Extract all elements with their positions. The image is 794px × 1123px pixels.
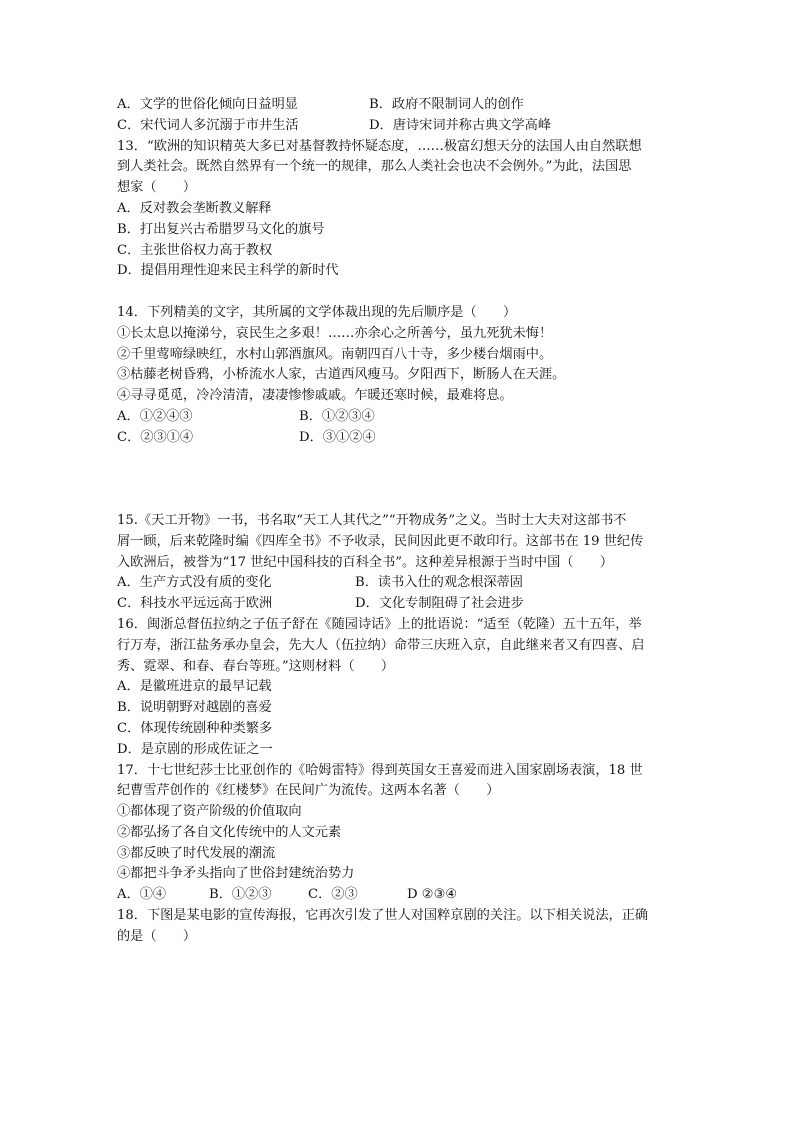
q15-option-b: B．读书入仕的观念根深蒂固 (355, 575, 523, 591)
q14-options-row-2 (117, 428, 677, 449)
q13-option-c: C．主张世俗权力高于教权 (117, 242, 273, 258)
q17-stem-line-2: 纪曹雪芹创作的《红楼梦》在民间广为流传。这两本名著（ ） (117, 783, 500, 799)
q14-option-c: C．②③①④ (117, 429, 194, 445)
q16-stem-line-2: 行万寿，浙江盐务承办皇会，先大人（伍拉纳）命带三庆班入京，自此继来者又有四喜、启 (117, 637, 645, 653)
q15-option-a: A．生产方式没有质的变化 (117, 575, 272, 591)
q17-option-d: D ②③④ (407, 887, 458, 903)
q17-option-a: A．①④ (117, 887, 167, 903)
q12-option-d: D．唐诗宋词并称古典文学高峰 (369, 117, 552, 133)
q13-stem-line-3: 想家（ ） (117, 180, 197, 196)
q14-option-a: A．①②④③ (117, 408, 193, 424)
exam-page (117, 95, 677, 948)
q16-option-b: B．说明朝野对越剧的喜爱 (117, 700, 272, 716)
q17-stem-line-1: 17．十七世纪莎士比亚创作的《哈姆雷特》得到英国女王喜爱而进入国家剧场表演，18 世 (117, 762, 643, 778)
q12-options-row-1 (117, 95, 677, 116)
q14-item-1: ①长太息以掩涕兮，哀民生之多艰！……亦余心之所善兮，虽九死犹未悔！ (117, 325, 553, 341)
q13-stem-line-1: 13．“欧洲的知识精英大多已对基督教持怀疑态度，……极富幻想天分的法国人由自然联想 (117, 138, 642, 154)
q15-option-d: D．文化专制阻碍了社会进步 (355, 596, 524, 612)
q12-option-c: C．宋代词人多沉溺于市井生活 (117, 117, 299, 133)
q13-option-a: A．反对教会垄断教义解释 (117, 200, 272, 216)
q17-item-3: ③都反映了时代发展的潮流 (117, 845, 276, 861)
q15-stem-line-1: 15.《天工开物》一书，书名取“天工人其代之”“开物成务”之义。当时士大夫对这部书不 (117, 512, 627, 528)
q14-options-row-1 (117, 407, 677, 428)
q15-options-row-2 (117, 594, 677, 615)
q17-option-c: C．②③ (308, 887, 358, 903)
q17-option-b: B．①②③ (209, 887, 272, 903)
q12-option-a: A．文学的世俗化倾向日益明显 (117, 97, 298, 112)
q18-stem-line-2: 的是（ ） (117, 928, 197, 944)
q16-option-c: C．体现传统剧种种类繁多 (117, 720, 273, 736)
q15-options-row-1 (117, 573, 677, 594)
q16-option-a: A．是徽班进京的最早记载 (117, 679, 272, 695)
q14-item-3: ③枯藤老树昏鸦，小桥流水人家，古道西风瘦马。夕阳西下，断肠人在天涯。 (117, 367, 566, 383)
q17-item-1: ①都体现了资产阶级的价值取向 (117, 804, 302, 820)
q17-item-4: ④都把斗争矛头指向了世俗封建统治势力 (117, 866, 355, 882)
q17-item-2: ②都弘扬了各自文化传统中的人文元素 (117, 824, 342, 840)
q16-stem-line-3: 秀、霓翠、和春、春台等班。”这则材料（ ） (117, 658, 395, 674)
q13-option-b: B．打出复兴古希腊罗马文化的旗号 (117, 221, 325, 237)
q14-item-2: ②千里莺啼绿映红，水村山郭酒旗风。南朝四百八十寺，多少楼台烟雨中。 (117, 346, 553, 362)
q14-option-b: B．①②③④ (299, 408, 375, 424)
q13-option-d: D．提倡用理性迎来民主科学的新时代 (117, 263, 339, 279)
q13-stem-line-2: 到人类社会。既然自然界有一个统一的规律，那么人类社会也决不会例外。”为此，法国思 (117, 159, 632, 175)
q16-option-d: D．是京剧的形成佐证之一 (117, 741, 273, 757)
q18-stem-line-1: 18．下图是某电影的宣传海报，它再次引发了世人对国粹京剧的关注。以下相关说法，正确 (117, 908, 649, 924)
q14-stem: 14．下列精美的文字，其所属的文学体裁出现的先后顺序是（ ） (117, 304, 517, 320)
q12-option-b: B．政府不限制词人的创作 (369, 97, 524, 112)
q15-stem-line-2: 屑一顾，后来乾隆时编《四库全书》不予收录，民间因此更不敢印行。这部书在 19 世纪传 (117, 533, 644, 549)
q14-item-4: ④寻寻觅觅，冷冷清清，凄凄惨惨戚戚。乍暖还寒时候，最难将息。 (117, 388, 513, 404)
q14-option-d: D．③①②④ (299, 429, 376, 445)
q16-stem-line-1: 16．闽浙总督伍拉纳之子伍子舒在《随园诗话》上的批语说：“适至（乾隆）五十五年，举 (117, 616, 642, 632)
q17-options-row (117, 885, 677, 906)
q15-stem-line-3: 入欧洲后，被誉为“17 世纪中国科技的百科全书”。这种差异根源于当时中国（ ） (117, 554, 614, 570)
q12-options-row-2 (117, 116, 677, 137)
q15-option-c: C．科技水平远远高于欧洲 (117, 596, 273, 612)
